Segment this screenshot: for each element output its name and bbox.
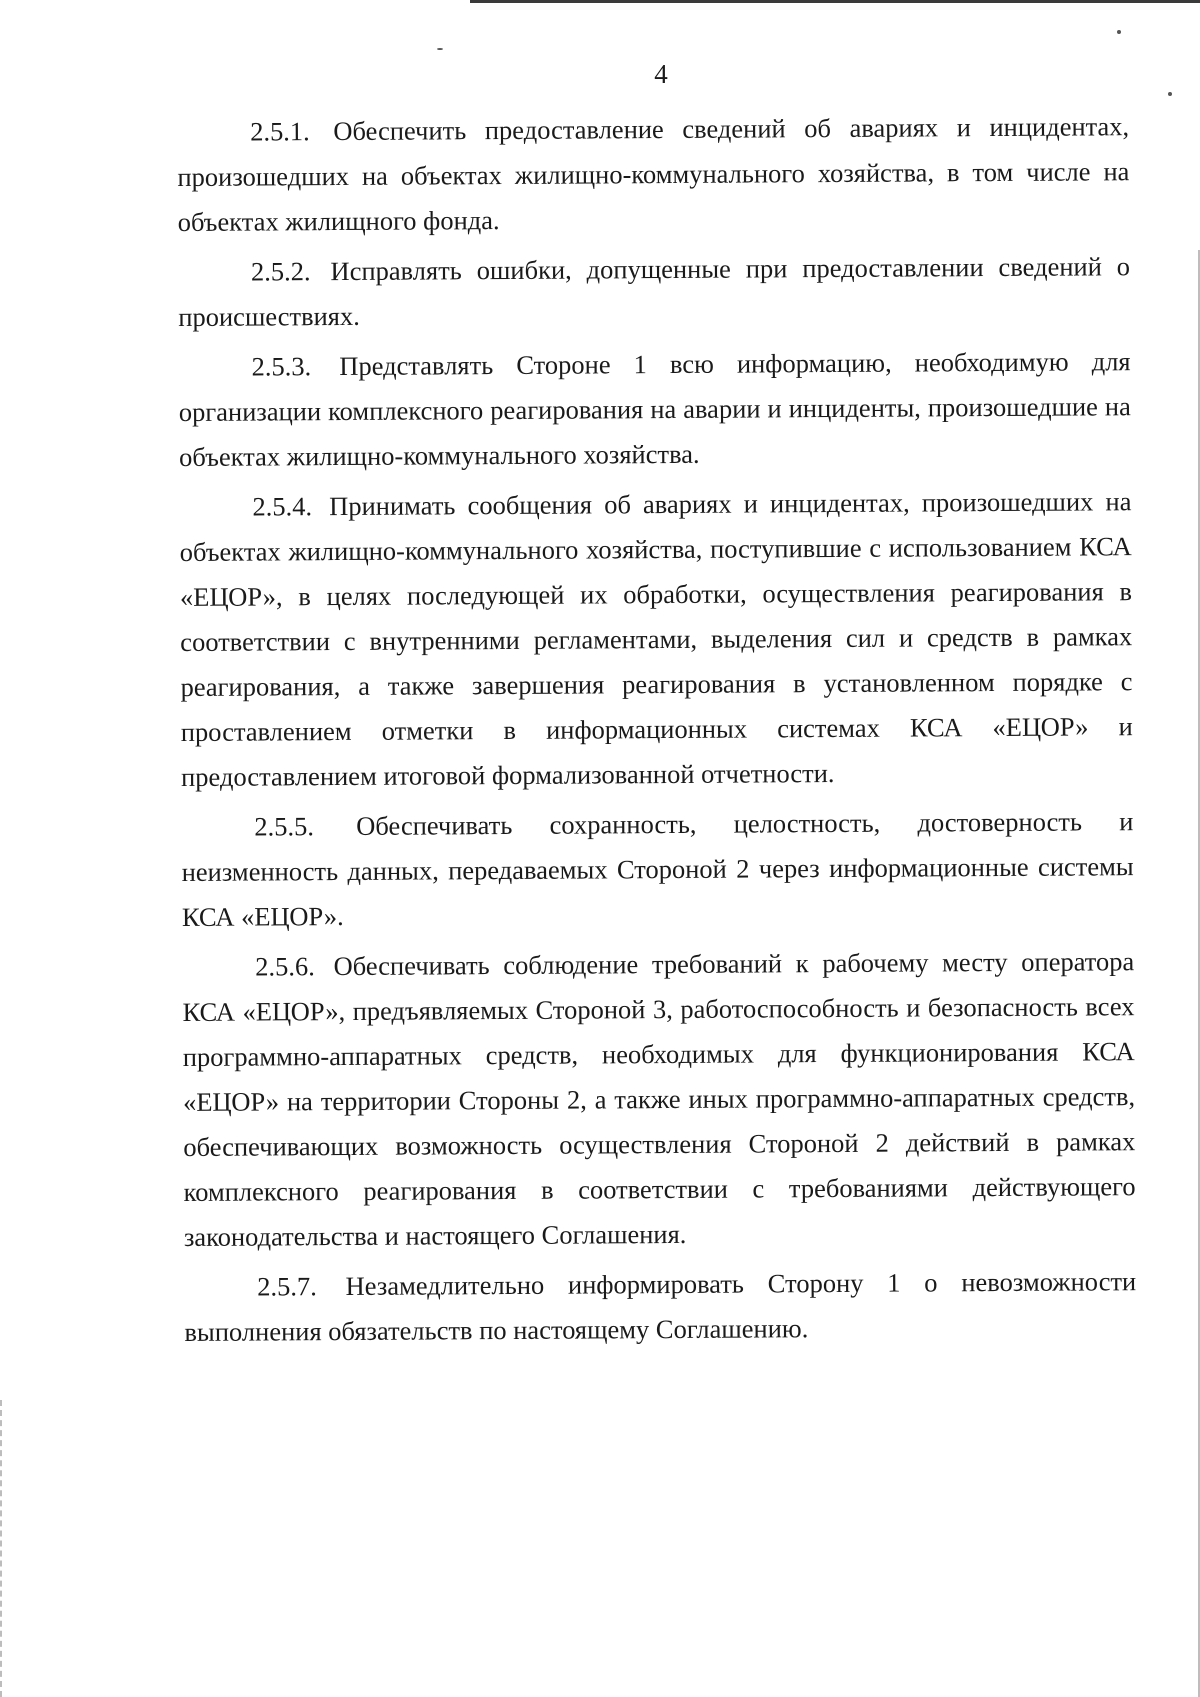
paragraph-number: 2.5.3. [251, 351, 312, 382]
paragraph-number: 2.5.2. [250, 256, 311, 287]
paragraph-2-5-2 [178, 244, 1131, 340]
paragraph-text: Обеспечивать сохранность, целостность, достоверность и неизменность данных, передаваемых Стороной 2 через информационные системы КСА «ЕЦОР». [181, 806, 1134, 932]
paragraph-2-5-6 [182, 939, 1136, 1260]
paragraph-number: 2.5.5. [254, 811, 315, 842]
paragraph-2-5-5 [181, 799, 1134, 940]
paragraph-2-5-1 [177, 104, 1130, 245]
document-body [177, 104, 1137, 1360]
paragraph-number: 2.5.1. [250, 116, 310, 147]
paragraph-text: Обеспечить предоставление сведений об авариях и инцидентах, произошедших на объектах жилищно-коммунального хозяйства, в том числе на объектах жилищного фонда. [177, 111, 1130, 237]
paragraph-2-5-7 [184, 1259, 1137, 1355]
paragraph-number: 2.5.7. [257, 1271, 317, 1302]
scan-speck [1117, 30, 1121, 34]
scan-left-edge [0, 1400, 2, 1697]
paragraph-number: 2.5.6. [255, 951, 315, 982]
paragraph-text: Обеспечивать соблюдение требований к рабочему месту оператора КСА «ЕЦОР», предъявляемых Стороной 3, работоспособность и безопасность всех программно-аппаратных средств, необходимых для функционирования КСА «ЕЦОР» на территории Стороны 2, а также иных программно-аппаратных средств, обеспечивающих возможность осуществления Стороной 2 действий в рамках комплексного реагирования в соответствии с требованиями действующего законодательства и настоящего Соглашения. [182, 946, 1136, 1252]
paragraph-text: Исправлять ошибки, допущенные при предоставлении сведений о происшествиях. [178, 251, 1131, 332]
paragraph-text: Представлять Стороне 1 всю информацию, необходимую для организации комплексного реагирования на аварии и инциденты, произошедшие на объектах жилищно-коммунального хозяйства. [178, 346, 1131, 472]
scan-speck [437, 48, 443, 50]
paragraph-2-5-3 [178, 339, 1131, 480]
paragraph-2-5-4 [179, 479, 1133, 800]
paragraph-number: 2.5.4. [252, 491, 313, 522]
paragraph-text: Принимать сообщения об авариях и инцидентах, произошедших на объектах жилищно-коммунального хозяйства, поступившие с использованием КСА «ЕЦОР», в целях последующей их обработки, осуществления реагирования в соответствии с внутренними регламентами, выделения сил и средств в рамках реагирования, а также завершения реагирования в установленном порядке с проставлением отметки в информационных системах КСА «ЕЦОР» и предоставлением итоговой формализованной отчетности. [179, 486, 1133, 792]
scan-speck [1168, 92, 1172, 96]
scan-top-border [470, 0, 1200, 3]
paragraph-text: Незамедлительно информировать Сторону 1 о невозможности выполнения обязательств по настоящему Соглашению. [184, 1266, 1137, 1347]
page-number: 4 [654, 59, 668, 89]
